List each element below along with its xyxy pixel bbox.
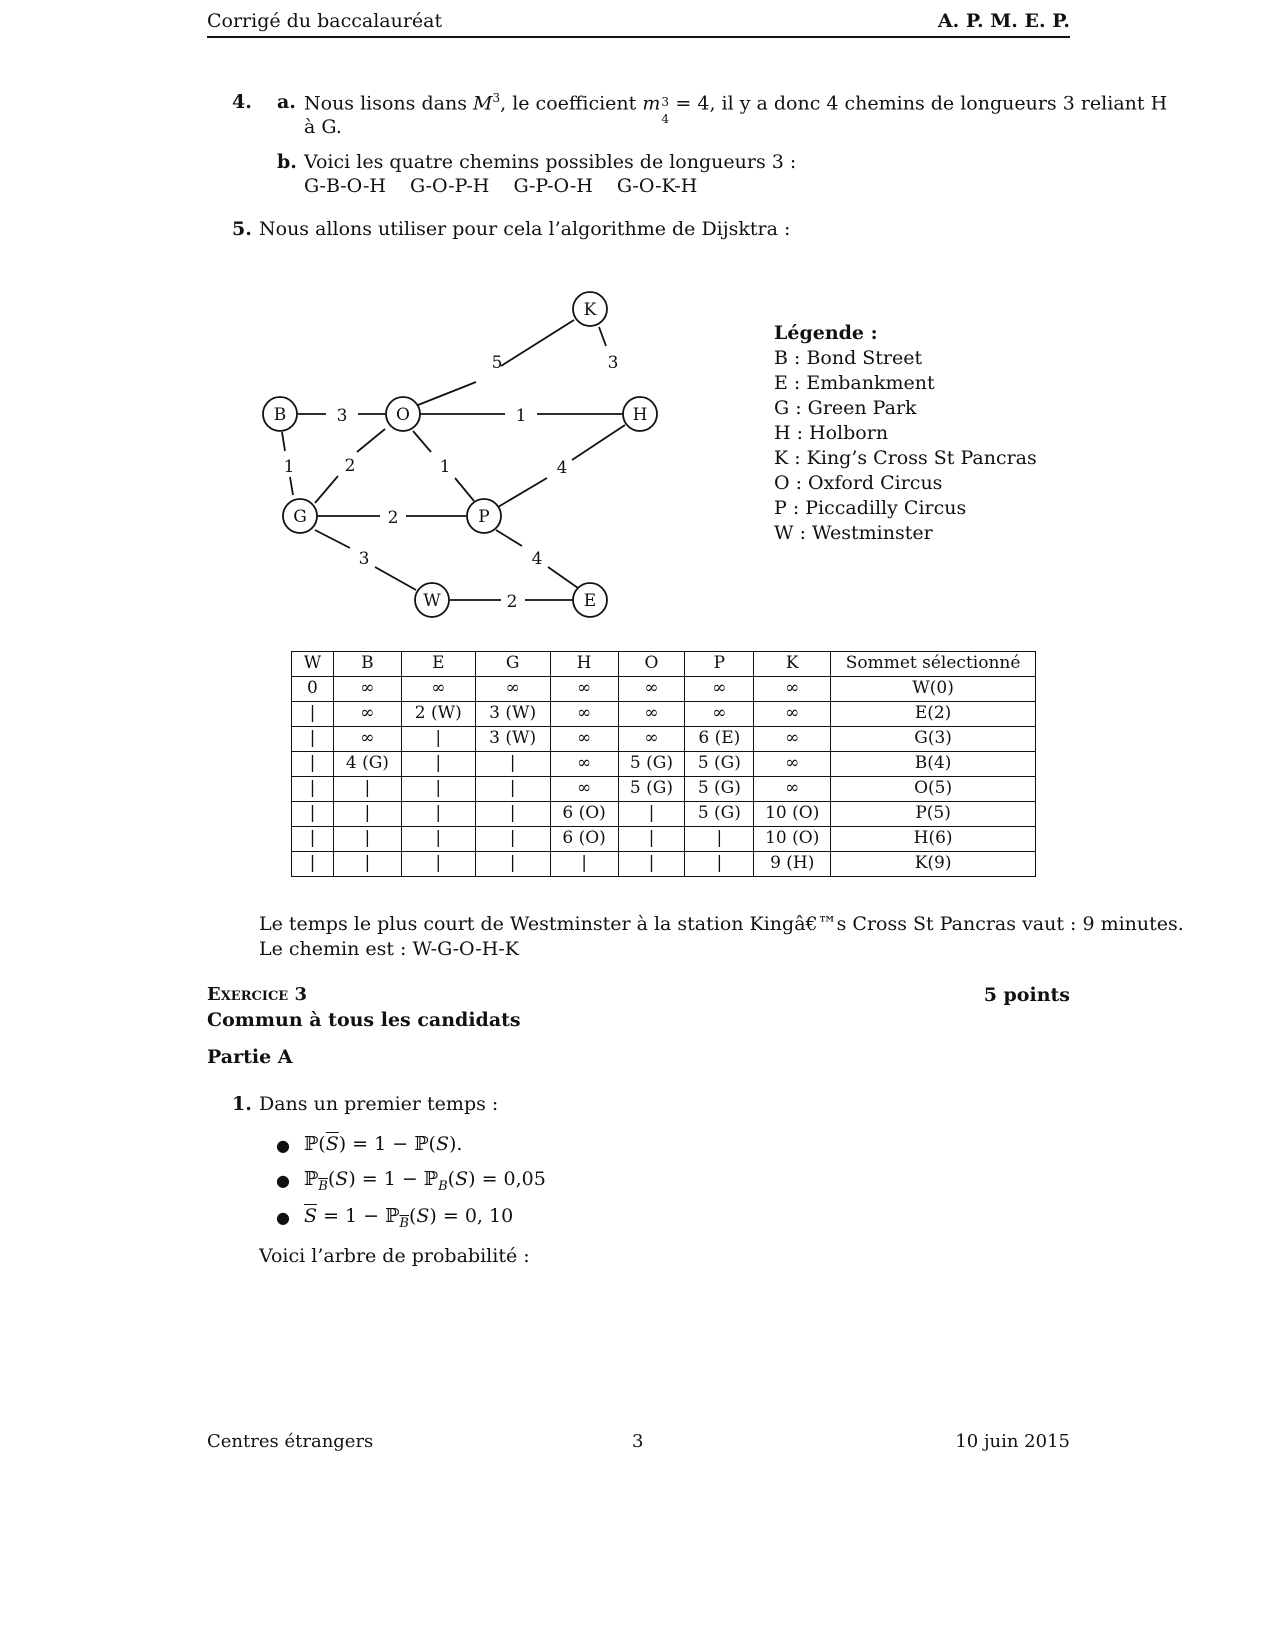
edge-weight-label: 3	[358, 549, 370, 569]
table-cell: H(6)	[831, 827, 1036, 852]
table-cell: 10 (O)	[754, 802, 831, 827]
formula-2: ℙ$_{\overline{B}}$(S) = 1 − ℙ$_B$(S) = 0,05	[304, 1168, 546, 1194]
q4b-text: Voici les quatre chemins possibles de longueurs 3 :	[304, 151, 797, 173]
table-row	[292, 802, 1036, 827]
legend-item: G : Green Park	[774, 397, 917, 419]
legend-item: P : Piccadilly Circus	[774, 497, 967, 519]
legend-item: W : Westminster	[774, 522, 933, 544]
table-cell: ∞	[550, 727, 618, 752]
table-cell: ∞	[333, 702, 401, 727]
table-row	[292, 827, 1036, 852]
edge-B-G	[290, 477, 293, 495]
q4a-text-continuation: à G.	[304, 116, 342, 138]
node-label: E	[583, 591, 597, 611]
edge-weight-label: 2	[506, 592, 518, 612]
legend	[774, 321, 1037, 546]
edge-weight-label: 5	[491, 353, 503, 373]
q4b-label: b.	[277, 151, 297, 173]
table-cell: |	[475, 802, 550, 827]
node-label: P	[478, 507, 490, 527]
path-item: G-O-P-H	[410, 175, 490, 197]
table-cell: ∞	[333, 727, 401, 752]
table-cell: ∞	[475, 677, 550, 702]
q4-number: 4.	[232, 91, 252, 113]
edge-B-G	[282, 432, 285, 451]
table-cell: |	[401, 777, 475, 802]
bullet-icon: ●	[276, 1171, 290, 1190]
table-row	[292, 752, 1036, 777]
exercise-subtitle: Commun à tous les candidats	[207, 1009, 521, 1031]
legend-title: Légende :	[774, 322, 878, 344]
table-cell: |	[292, 802, 334, 827]
path-item: G-B-O-H	[304, 175, 386, 197]
table-cell: |	[550, 852, 618, 877]
edge-weight-label: 3	[607, 353, 619, 373]
table-cell: |	[475, 827, 550, 852]
table-header-cell: O	[618, 652, 685, 677]
table-row	[292, 777, 1036, 802]
exercise-title: Exercice 3	[207, 984, 307, 1005]
table-header-row	[292, 652, 1036, 677]
table-cell: 5 (G)	[685, 802, 754, 827]
table-cell: |	[333, 802, 401, 827]
conclusion-line-1: Le temps le plus court de Westminster à la station Kingâ€™s Cross St Pancras vaut : 9 minutes.	[259, 913, 1184, 935]
table-header-cell: H	[550, 652, 618, 677]
table-cell: 3 (W)	[475, 702, 550, 727]
table-cell: K(9)	[831, 852, 1036, 877]
table-cell: |	[292, 727, 334, 752]
edge-K-H	[599, 327, 606, 346]
node-label: G	[293, 507, 307, 527]
table-cell: 5 (G)	[618, 777, 685, 802]
table-cell: ∞	[618, 677, 685, 702]
table-cell: ∞	[685, 702, 754, 727]
exercise-points: 5 points	[983, 984, 1070, 1006]
table-header-cell: P	[685, 652, 754, 677]
edge-G-W	[375, 567, 416, 590]
edge-G-O	[357, 429, 385, 452]
legend-item: O : Oxford Circus	[774, 472, 943, 494]
table-cell: 3 (W)	[475, 727, 550, 752]
legend-item: H : Holborn	[774, 422, 889, 444]
edge-O-K	[501, 320, 574, 366]
node-label: K	[583, 300, 597, 320]
table-cell: ∞	[401, 677, 475, 702]
table-cell: 6 (E)	[685, 727, 754, 752]
edge-P-H	[572, 425, 625, 460]
table-cell: W(0)	[831, 677, 1036, 702]
legend-item: K : King’s Cross St Pancras	[774, 447, 1037, 469]
table-cell: |	[333, 777, 401, 802]
table-header-cell: K	[754, 652, 831, 677]
table-cell: 2 (W)	[401, 702, 475, 727]
table-cell: ∞	[618, 727, 685, 752]
bullet-icon: ●	[276, 1208, 290, 1227]
table-header-cell: B	[333, 652, 401, 677]
page-number: 3	[632, 1431, 644, 1452]
table-row	[292, 727, 1036, 752]
table-cell: ∞	[754, 677, 831, 702]
table-cell: |	[475, 852, 550, 877]
table-cell: |	[292, 852, 334, 877]
legend-item: E : Embankment	[774, 372, 935, 394]
table-cell: |	[618, 827, 685, 852]
table-cell: ∞	[550, 702, 618, 727]
table-header-cell: E	[401, 652, 475, 677]
edge-G-W	[315, 530, 350, 548]
table-header-cell: G	[475, 652, 550, 677]
q4a-label: a.	[277, 91, 296, 113]
edge-weight-label: 1	[439, 457, 451, 477]
edge-P-E	[548, 567, 578, 588]
node-label: W	[423, 591, 441, 611]
table-cell: B(4)	[831, 752, 1036, 777]
table-cell: O(5)	[831, 777, 1036, 802]
legend-item: B : Bond Street	[774, 347, 923, 369]
table-cell: |	[292, 702, 334, 727]
table-cell: 5 (G)	[685, 777, 754, 802]
table-cell: ∞	[333, 677, 401, 702]
part-title: Partie A	[207, 1046, 293, 1068]
table-cell: ∞	[754, 727, 831, 752]
table-cell: ∞	[754, 752, 831, 777]
table-cell: |	[401, 852, 475, 877]
table-cell: |	[475, 752, 550, 777]
table-cell: |	[618, 802, 685, 827]
bullet-icon: ●	[276, 1136, 290, 1155]
edge-O-P	[413, 431, 431, 452]
q1-number: 1.	[232, 1093, 252, 1115]
edge-O-P	[455, 478, 474, 501]
table-cell: |	[292, 777, 334, 802]
table-cell: 4 (G)	[333, 752, 401, 777]
table-row	[292, 702, 1036, 727]
table-cell: |	[685, 852, 754, 877]
table-cell: |	[401, 802, 475, 827]
edge-P-E	[496, 530, 522, 546]
table-row	[292, 677, 1036, 702]
formula-1: $ℙ(\overline{S}) = 1$ − ℙ(S).	[304, 1133, 463, 1155]
table-cell: ∞	[550, 752, 618, 777]
node-label: O	[396, 405, 410, 425]
edge-weight-label: 4	[556, 458, 568, 478]
table-cell: ∞	[550, 677, 618, 702]
running-header-right: A. P. M. E. P.	[937, 10, 1070, 32]
q5-text: Nous allons utiliser pour cela l’algorithme de Dijsktra :	[259, 218, 791, 240]
dijkstra-table	[291, 651, 1036, 877]
edge-G-O	[315, 476, 338, 503]
q5-number: 5.	[232, 218, 252, 240]
edge-P-H	[498, 478, 547, 507]
table-cell: |	[292, 752, 334, 777]
table-cell: |	[401, 827, 475, 852]
table-cell: 6 (O)	[550, 802, 618, 827]
table-cell: ∞	[550, 777, 618, 802]
table-cell: 5 (G)	[618, 752, 685, 777]
edge-weight-label: 1	[515, 406, 527, 426]
conclusion-line-2: Le chemin est : W-G-O-H-K	[259, 938, 519, 960]
formula-3: $\overline{S} = 1$ − ℙ$_{\overline{B}}$(S) = 0, 10	[304, 1205, 514, 1231]
table-header-cell: Sommet sélectionné	[831, 652, 1036, 677]
footer-left: Centres étrangers	[207, 1431, 374, 1452]
table-cell: |	[401, 752, 475, 777]
table-cell: |	[292, 827, 334, 852]
table-cell: |	[475, 777, 550, 802]
table-cell: 5 (G)	[685, 752, 754, 777]
table-cell: 0	[292, 677, 334, 702]
edge-weight-label: 2	[344, 456, 356, 476]
edge-O-K	[418, 382, 476, 405]
edge-weight-label: 4	[531, 549, 543, 569]
table-cell: ∞	[754, 702, 831, 727]
table-cell: 6 (O)	[550, 827, 618, 852]
table-cell: |	[401, 727, 475, 752]
table-cell: E(2)	[831, 702, 1036, 727]
table-cell: P(5)	[831, 802, 1036, 827]
path-item: G-O-K-H	[616, 175, 698, 197]
node-label: H	[632, 405, 648, 425]
table-cell: 9 (H)	[754, 852, 831, 877]
table-cell: G(3)	[831, 727, 1036, 752]
table-row	[292, 852, 1036, 877]
edge-weight-label: 1	[283, 457, 295, 477]
q1-text: Dans un premier temps :	[259, 1093, 499, 1115]
node-label: B	[273, 405, 287, 425]
table-cell: |	[333, 827, 401, 852]
table-cell: ∞	[754, 777, 831, 802]
edge-weight-label: 3	[336, 406, 348, 426]
table-cell: |	[618, 852, 685, 877]
table-cell: |	[333, 852, 401, 877]
table-cell: ∞	[618, 702, 685, 727]
q4a-text: Nous lisons dans $M^3$, le coefficient m 3 4 = 4, il y a donc 4 chemins de longueurs 3 reliant H	[304, 91, 1168, 127]
table-cell: ∞	[685, 677, 754, 702]
edge-weight-label: 2	[387, 508, 399, 528]
table-header-cell: W	[292, 652, 334, 677]
path-item: G-P-O-H	[513, 175, 593, 197]
footer-right: 10 juin 2015	[955, 1431, 1070, 1452]
metro-graph	[0, 0, 1275, 650]
table-cell: 10 (O)	[754, 827, 831, 852]
running-header-left: Corrigé du baccalauréat	[207, 10, 443, 32]
table-cell: |	[685, 827, 754, 852]
tree-intro: Voici l’arbre de probabilité :	[259, 1245, 530, 1267]
